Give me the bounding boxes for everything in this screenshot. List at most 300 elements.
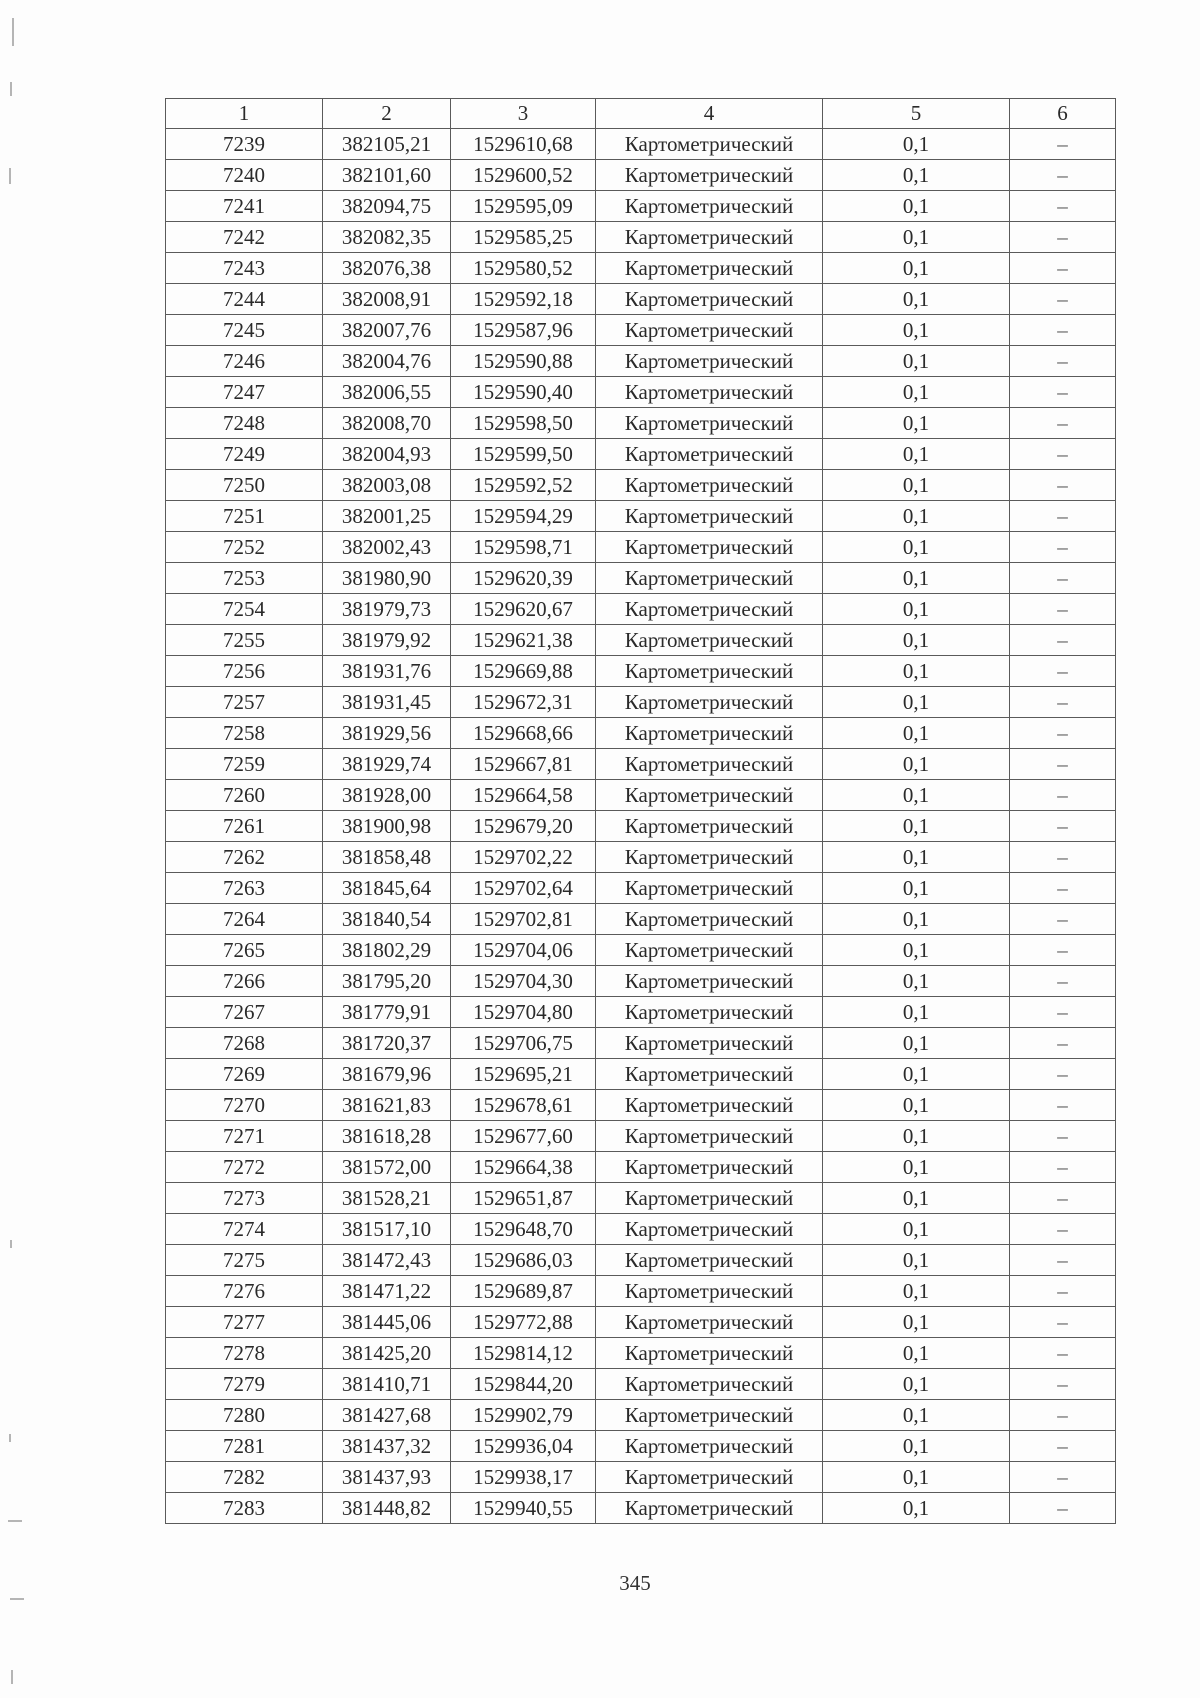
y-coordinate-cell: 1529664,58 (451, 780, 596, 811)
y-coordinate-cell: 1529677,60 (451, 1121, 596, 1152)
column-header: 4 (596, 99, 823, 129)
accuracy-cell: 0,1 (823, 1183, 1010, 1214)
point-number-cell: 7248 (166, 408, 323, 439)
note-cell: – (1010, 346, 1116, 377)
scan-mark (9, 168, 11, 184)
y-coordinate-cell: 1529678,61 (451, 1090, 596, 1121)
x-coordinate-cell: 381802,29 (323, 935, 451, 966)
y-coordinate-cell: 1529651,87 (451, 1183, 596, 1214)
accuracy-cell: 0,1 (823, 1307, 1010, 1338)
x-coordinate-cell: 381845,64 (323, 873, 451, 904)
point-number-cell: 7241 (166, 191, 323, 222)
column-header: 3 (451, 99, 596, 129)
point-number-cell: 7269 (166, 1059, 323, 1090)
point-number-cell: 7258 (166, 718, 323, 749)
accuracy-cell: 0,1 (823, 811, 1010, 842)
point-number-cell: 7273 (166, 1183, 323, 1214)
accuracy-cell: 0,1 (823, 1090, 1010, 1121)
accuracy-cell: 0,1 (823, 253, 1010, 284)
table-row (166, 1152, 1116, 1183)
point-number-cell: 7246 (166, 346, 323, 377)
x-coordinate-cell: 382076,38 (323, 253, 451, 284)
y-coordinate-cell: 1529936,04 (451, 1431, 596, 1462)
y-coordinate-cell: 1529704,30 (451, 966, 596, 997)
x-coordinate-cell: 382008,91 (323, 284, 451, 315)
accuracy-cell: 0,1 (823, 1152, 1010, 1183)
point-number-cell: 7251 (166, 501, 323, 532)
x-coordinate-cell: 381425,20 (323, 1338, 451, 1369)
point-number-cell: 7265 (166, 935, 323, 966)
x-coordinate-cell: 382101,60 (323, 160, 451, 191)
method-cell: Картометрический (596, 1245, 823, 1276)
y-coordinate-cell: 1529814,12 (451, 1338, 596, 1369)
note-cell: – (1010, 780, 1116, 811)
note-cell: – (1010, 191, 1116, 222)
point-number-cell: 7252 (166, 532, 323, 563)
x-coordinate-cell: 381572,00 (323, 1152, 451, 1183)
point-number-cell: 7280 (166, 1400, 323, 1431)
y-coordinate-cell: 1529587,96 (451, 315, 596, 346)
point-number-cell: 7244 (166, 284, 323, 315)
y-coordinate-cell: 1529598,50 (451, 408, 596, 439)
accuracy-cell: 0,1 (823, 563, 1010, 594)
note-cell: – (1010, 594, 1116, 625)
y-coordinate-cell: 1529594,29 (451, 501, 596, 532)
column-header: 5 (823, 99, 1010, 129)
point-number-cell: 7263 (166, 873, 323, 904)
x-coordinate-cell: 381779,91 (323, 997, 451, 1028)
table-row (166, 284, 1116, 315)
x-coordinate-cell: 382008,70 (323, 408, 451, 439)
y-coordinate-cell: 1529772,88 (451, 1307, 596, 1338)
point-number-cell: 7271 (166, 1121, 323, 1152)
x-coordinate-cell: 382007,76 (323, 315, 451, 346)
y-coordinate-cell: 1529844,20 (451, 1369, 596, 1400)
table-row (166, 1400, 1116, 1431)
x-coordinate-cell: 381427,68 (323, 1400, 451, 1431)
table-body (166, 129, 1116, 1524)
y-coordinate-cell: 1529695,21 (451, 1059, 596, 1090)
y-coordinate-cell: 1529702,81 (451, 904, 596, 935)
x-coordinate-cell: 381795,20 (323, 966, 451, 997)
method-cell: Картометрический (596, 718, 823, 749)
method-cell: Картометрический (596, 532, 823, 563)
y-coordinate-cell: 1529940,55 (451, 1493, 596, 1524)
note-cell: – (1010, 1462, 1116, 1493)
x-coordinate-cell: 381472,43 (323, 1245, 451, 1276)
method-cell: Картометрический (596, 129, 823, 160)
x-coordinate-cell: 381720,37 (323, 1028, 451, 1059)
table-row (166, 532, 1116, 563)
point-number-cell: 7250 (166, 470, 323, 501)
point-number-cell: 7268 (166, 1028, 323, 1059)
table-row (166, 1462, 1116, 1493)
note-cell: – (1010, 284, 1116, 315)
note-cell: – (1010, 501, 1116, 532)
x-coordinate-cell: 382004,76 (323, 346, 451, 377)
note-cell: – (1010, 1121, 1116, 1152)
method-cell: Картометрический (596, 749, 823, 780)
y-coordinate-cell: 1529595,09 (451, 191, 596, 222)
method-cell: Картометрический (596, 842, 823, 873)
method-cell: Картометрический (596, 501, 823, 532)
method-cell: Картометрический (596, 594, 823, 625)
method-cell: Картометрический (596, 935, 823, 966)
y-coordinate-cell: 1529599,50 (451, 439, 596, 470)
method-cell: Картометрический (596, 1090, 823, 1121)
note-cell: – (1010, 656, 1116, 687)
accuracy-cell: 0,1 (823, 1338, 1010, 1369)
x-coordinate-cell: 382001,25 (323, 501, 451, 532)
y-coordinate-cell: 1529620,39 (451, 563, 596, 594)
method-cell: Картометрический (596, 160, 823, 191)
y-coordinate-cell: 1529706,75 (451, 1028, 596, 1059)
table-row (166, 656, 1116, 687)
note-cell: – (1010, 1183, 1116, 1214)
accuracy-cell: 0,1 (823, 935, 1010, 966)
table-row (166, 625, 1116, 656)
y-coordinate-cell: 1529610,68 (451, 129, 596, 160)
note-cell: – (1010, 160, 1116, 191)
note-cell: – (1010, 811, 1116, 842)
point-number-cell: 7261 (166, 811, 323, 842)
table-row (166, 687, 1116, 718)
y-coordinate-cell: 1529600,52 (451, 160, 596, 191)
method-cell: Картометрический (596, 563, 823, 594)
accuracy-cell: 0,1 (823, 377, 1010, 408)
table-row (166, 780, 1116, 811)
table-row (166, 408, 1116, 439)
note-cell: – (1010, 1307, 1116, 1338)
y-coordinate-cell: 1529668,66 (451, 718, 596, 749)
method-cell: Картометрический (596, 1214, 823, 1245)
table-row (166, 1307, 1116, 1338)
note-cell: – (1010, 253, 1116, 284)
scan-mark (12, 18, 14, 46)
method-cell: Картометрический (596, 1369, 823, 1400)
column-header: 2 (323, 99, 451, 129)
method-cell: Картометрический (596, 1183, 823, 1214)
accuracy-cell: 0,1 (823, 842, 1010, 873)
y-coordinate-cell: 1529704,80 (451, 997, 596, 1028)
point-number-cell: 7272 (166, 1152, 323, 1183)
accuracy-cell: 0,1 (823, 1214, 1010, 1245)
point-number-cell: 7282 (166, 1462, 323, 1493)
table-row (166, 1276, 1116, 1307)
point-number-cell: 7255 (166, 625, 323, 656)
scan-mark (8, 1520, 22, 1522)
table-row (166, 718, 1116, 749)
point-number-cell: 7274 (166, 1214, 323, 1245)
x-coordinate-cell: 381979,92 (323, 625, 451, 656)
method-cell: Картометрический (596, 873, 823, 904)
point-number-cell: 7259 (166, 749, 323, 780)
scan-mark (11, 1670, 13, 1684)
accuracy-cell: 0,1 (823, 470, 1010, 501)
table-row (166, 1121, 1116, 1152)
table-row (166, 966, 1116, 997)
x-coordinate-cell: 381437,32 (323, 1431, 451, 1462)
method-cell: Картометрический (596, 1059, 823, 1090)
note-cell: – (1010, 129, 1116, 160)
method-cell: Картометрический (596, 1462, 823, 1493)
y-coordinate-cell: 1529689,87 (451, 1276, 596, 1307)
method-cell: Картометрический (596, 1276, 823, 1307)
note-cell: – (1010, 1276, 1116, 1307)
point-number-cell: 7249 (166, 439, 323, 470)
accuracy-cell: 0,1 (823, 408, 1010, 439)
accuracy-cell: 0,1 (823, 160, 1010, 191)
table-row (166, 904, 1116, 935)
note-cell: – (1010, 966, 1116, 997)
note-cell: – (1010, 1245, 1116, 1276)
point-number-cell: 7264 (166, 904, 323, 935)
y-coordinate-cell: 1529648,70 (451, 1214, 596, 1245)
note-cell: – (1010, 904, 1116, 935)
note-cell: – (1010, 222, 1116, 253)
table-row (166, 470, 1116, 501)
method-cell: Картометрический (596, 780, 823, 811)
y-coordinate-cell: 1529902,79 (451, 1400, 596, 1431)
method-cell: Картометрический (596, 997, 823, 1028)
table-row (166, 1059, 1116, 1090)
note-cell: – (1010, 377, 1116, 408)
accuracy-cell: 0,1 (823, 129, 1010, 160)
point-number-cell: 7242 (166, 222, 323, 253)
point-number-cell: 7275 (166, 1245, 323, 1276)
method-cell: Картометрический (596, 346, 823, 377)
note-cell: – (1010, 1369, 1116, 1400)
method-cell: Картометрический (596, 377, 823, 408)
scan-mark (10, 1240, 12, 1248)
table-row (166, 222, 1116, 253)
table-row (166, 1493, 1116, 1524)
table-row (166, 594, 1116, 625)
accuracy-cell: 0,1 (823, 346, 1010, 377)
table-row (166, 191, 1116, 222)
scan-mark (10, 82, 12, 96)
accuracy-cell: 0,1 (823, 532, 1010, 563)
method-cell: Картометрический (596, 1121, 823, 1152)
method-cell: Картометрический (596, 625, 823, 656)
accuracy-cell: 0,1 (823, 1462, 1010, 1493)
point-number-cell: 7260 (166, 780, 323, 811)
accuracy-cell: 0,1 (823, 687, 1010, 718)
accuracy-cell: 0,1 (823, 191, 1010, 222)
note-cell: – (1010, 1090, 1116, 1121)
y-coordinate-cell: 1529702,22 (451, 842, 596, 873)
y-coordinate-cell: 1529672,31 (451, 687, 596, 718)
table-row (166, 1090, 1116, 1121)
point-number-cell: 7239 (166, 129, 323, 160)
column-header: 6 (1010, 99, 1116, 129)
note-cell: – (1010, 718, 1116, 749)
accuracy-cell: 0,1 (823, 594, 1010, 625)
column-header: 1 (166, 99, 323, 129)
point-number-cell: 7283 (166, 1493, 323, 1524)
scan-mark (10, 1598, 24, 1600)
accuracy-cell: 0,1 (823, 284, 1010, 315)
x-coordinate-cell: 381517,10 (323, 1214, 451, 1245)
table-row (166, 1369, 1116, 1400)
point-number-cell: 7256 (166, 656, 323, 687)
y-coordinate-cell: 1529580,52 (451, 253, 596, 284)
note-cell: – (1010, 563, 1116, 594)
method-cell: Картометрический (596, 470, 823, 501)
y-coordinate-cell: 1529621,38 (451, 625, 596, 656)
y-coordinate-cell: 1529592,52 (451, 470, 596, 501)
method-cell: Картометрический (596, 904, 823, 935)
y-coordinate-cell: 1529664,38 (451, 1152, 596, 1183)
table-row (166, 563, 1116, 594)
method-cell: Картометрический (596, 284, 823, 315)
note-cell: – (1010, 1431, 1116, 1462)
method-cell: Картометрический (596, 966, 823, 997)
point-number-cell: 7262 (166, 842, 323, 873)
note-cell: – (1010, 1059, 1116, 1090)
x-coordinate-cell: 381445,06 (323, 1307, 451, 1338)
note-cell: – (1010, 532, 1116, 563)
table-row (166, 1245, 1116, 1276)
note-cell: – (1010, 997, 1116, 1028)
coordinates-table (165, 98, 1116, 1524)
y-coordinate-cell: 1529702,64 (451, 873, 596, 904)
method-cell: Картометрический (596, 656, 823, 687)
accuracy-cell: 0,1 (823, 1121, 1010, 1152)
note-cell: – (1010, 749, 1116, 780)
table-row (166, 749, 1116, 780)
method-cell: Картометрический (596, 439, 823, 470)
note-cell: – (1010, 439, 1116, 470)
note-cell: – (1010, 625, 1116, 656)
note-cell: – (1010, 1028, 1116, 1059)
method-cell: Картометрический (596, 408, 823, 439)
y-coordinate-cell: 1529598,71 (451, 532, 596, 563)
table-row (166, 873, 1116, 904)
table-row (166, 811, 1116, 842)
point-number-cell: 7243 (166, 253, 323, 284)
note-cell: – (1010, 1214, 1116, 1245)
method-cell: Картометрический (596, 1307, 823, 1338)
x-coordinate-cell: 381900,98 (323, 811, 451, 842)
table-row (166, 160, 1116, 191)
table-row (166, 1214, 1116, 1245)
accuracy-cell: 0,1 (823, 222, 1010, 253)
y-coordinate-cell: 1529938,17 (451, 1462, 596, 1493)
x-coordinate-cell: 382082,35 (323, 222, 451, 253)
accuracy-cell: 0,1 (823, 501, 1010, 532)
point-number-cell: 7240 (166, 160, 323, 191)
y-coordinate-cell: 1529667,81 (451, 749, 596, 780)
x-coordinate-cell: 381840,54 (323, 904, 451, 935)
method-cell: Картометрический (596, 1028, 823, 1059)
note-cell: – (1010, 873, 1116, 904)
scan-mark (9, 1434, 11, 1442)
x-coordinate-cell: 381471,22 (323, 1276, 451, 1307)
x-coordinate-cell: 381528,21 (323, 1183, 451, 1214)
point-number-cell: 7247 (166, 377, 323, 408)
x-coordinate-cell: 381929,56 (323, 718, 451, 749)
y-coordinate-cell: 1529686,03 (451, 1245, 596, 1276)
x-coordinate-cell: 381858,48 (323, 842, 451, 873)
x-coordinate-cell: 381979,73 (323, 594, 451, 625)
method-cell: Картометрический (596, 1400, 823, 1431)
method-cell: Картометрический (596, 1152, 823, 1183)
y-coordinate-cell: 1529590,88 (451, 346, 596, 377)
note-cell: – (1010, 935, 1116, 966)
point-number-cell: 7278 (166, 1338, 323, 1369)
accuracy-cell: 0,1 (823, 1028, 1010, 1059)
point-number-cell: 7253 (166, 563, 323, 594)
x-coordinate-cell: 382003,08 (323, 470, 451, 501)
table-row (166, 501, 1116, 532)
accuracy-cell: 0,1 (823, 1369, 1010, 1400)
accuracy-cell: 0,1 (823, 904, 1010, 935)
y-coordinate-cell: 1529704,06 (451, 935, 596, 966)
y-coordinate-cell: 1529590,40 (451, 377, 596, 408)
accuracy-cell: 0,1 (823, 315, 1010, 346)
point-number-cell: 7279 (166, 1369, 323, 1400)
x-coordinate-cell: 381618,28 (323, 1121, 451, 1152)
table-row (166, 1431, 1116, 1462)
accuracy-cell: 0,1 (823, 966, 1010, 997)
x-coordinate-cell: 381929,74 (323, 749, 451, 780)
accuracy-cell: 0,1 (823, 718, 1010, 749)
accuracy-cell: 0,1 (823, 1400, 1010, 1431)
accuracy-cell: 0,1 (823, 873, 1010, 904)
y-coordinate-cell: 1529669,88 (451, 656, 596, 687)
table-row (166, 377, 1116, 408)
table-row (166, 129, 1116, 160)
table-row (166, 439, 1116, 470)
method-cell: Картометрический (596, 1493, 823, 1524)
accuracy-cell: 0,1 (823, 997, 1010, 1028)
table-row (166, 1338, 1116, 1369)
table-row (166, 935, 1116, 966)
x-coordinate-cell: 382105,21 (323, 129, 451, 160)
x-coordinate-cell: 382006,55 (323, 377, 451, 408)
y-coordinate-cell: 1529585,25 (451, 222, 596, 253)
y-coordinate-cell: 1529592,18 (451, 284, 596, 315)
point-number-cell: 7281 (166, 1431, 323, 1462)
note-cell: – (1010, 408, 1116, 439)
method-cell: Картометрический (596, 1338, 823, 1369)
point-number-cell: 7276 (166, 1276, 323, 1307)
accuracy-cell: 0,1 (823, 1059, 1010, 1090)
x-coordinate-cell: 381980,90 (323, 563, 451, 594)
x-coordinate-cell: 381931,76 (323, 656, 451, 687)
table-row (166, 1183, 1116, 1214)
y-coordinate-cell: 1529679,20 (451, 811, 596, 842)
accuracy-cell: 0,1 (823, 625, 1010, 656)
table-row (166, 346, 1116, 377)
note-cell: – (1010, 315, 1116, 346)
x-coordinate-cell: 382002,43 (323, 532, 451, 563)
x-coordinate-cell: 381437,93 (323, 1462, 451, 1493)
method-cell: Картометрический (596, 687, 823, 718)
x-coordinate-cell: 381621,83 (323, 1090, 451, 1121)
y-coordinate-cell: 1529620,67 (451, 594, 596, 625)
note-cell: – (1010, 687, 1116, 718)
point-number-cell: 7245 (166, 315, 323, 346)
point-number-cell: 7267 (166, 997, 323, 1028)
table-header-row (166, 99, 1116, 129)
table-row (166, 842, 1116, 873)
point-number-cell: 7254 (166, 594, 323, 625)
x-coordinate-cell: 381679,96 (323, 1059, 451, 1090)
accuracy-cell: 0,1 (823, 1431, 1010, 1462)
accuracy-cell: 0,1 (823, 1245, 1010, 1276)
